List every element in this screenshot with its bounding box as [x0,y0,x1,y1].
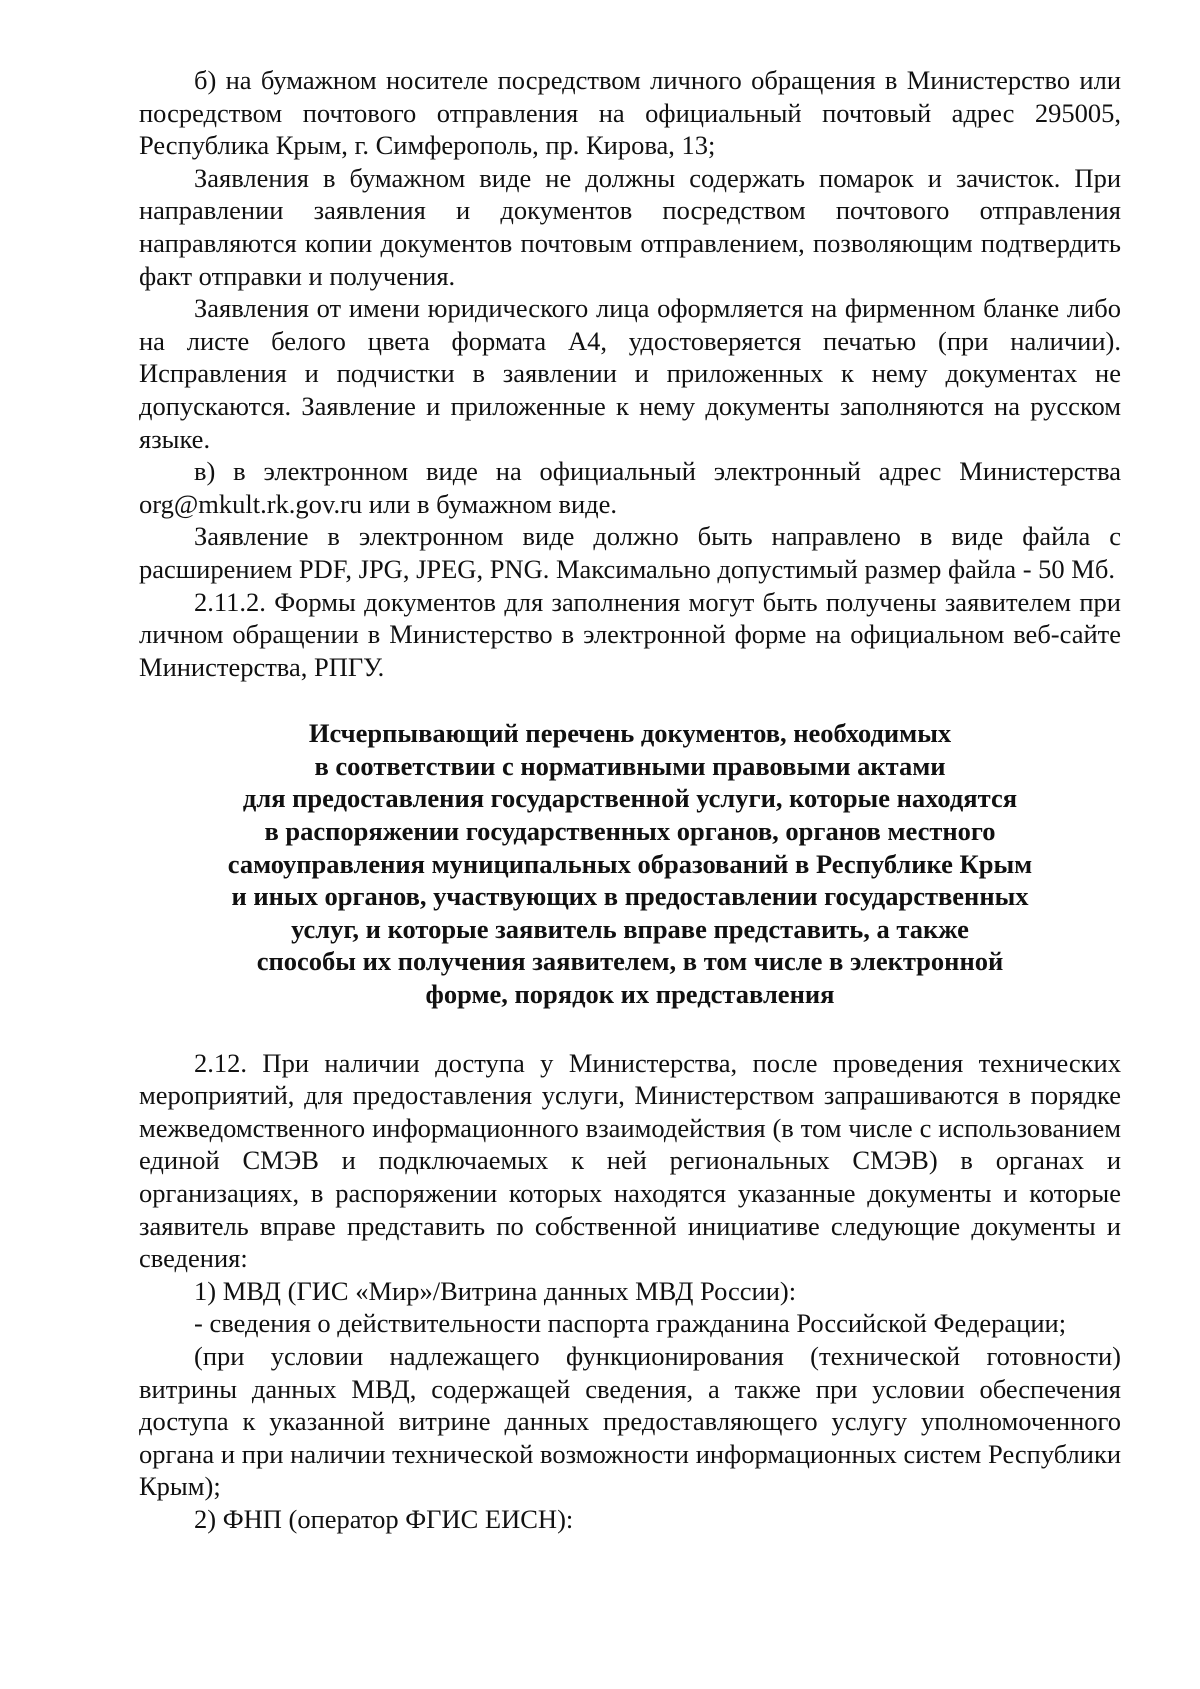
section-heading [139,717,1121,1010]
paragraph-paper-requirements: Заявления в бумажном виде не должны содержать помарок и зачисток. При направлении заявления и документов посредством почтового отправления направляются копии документов почтовым отправлением, позволяющим подтвердить факт отправки и получения. [139,162,1121,291]
list-item-passport-validity: - сведения о действительности паспорта гражданина Российской Федерации; [194,1308,1067,1339]
heading-line: Исчерпывающий перечень документов, необходимых [308,718,952,749]
heading-line: в соответствии с нормативными правовыми актами [314,750,946,781]
paragraph-file-format: Заявление в электронном виде должно быть направлено в виде файла с расширением PDF, JPG, JPEG, PNG. Максимально допустимый размер файла - 50 Мб. [139,521,1121,584]
paragraph-paper-submission: б) на бумажном носителе посредством личного обращения в Министерство или посредством почтового отправления на официальный почтовый адрес 295005, Республика Крым, г. Симферополь, пр. Кирова, 13; [139,65,1121,161]
paragraph-legal-entity: Заявления от имени юридического лица оформляется на фирменном бланке либо на листе белого цвета формата А4, удостоверяется печатью (при наличии). Исправления и подчистки в заявлении и приложенных к нему документах не допускаются. Заявление и приложенные к нему документы заполняются на русском языке. [139,293,1121,454]
paragraph-mvd-condition: (при условии надлежащего функционирования (технической готовности) витрины данных МВД, содержащей сведения, а также при условии обеспечения доступа к указанной витрине данных предоставляющего услугу уполномоченного органа и при наличии технической возможности информационных систем Республики Крым); [139,1340,1121,1502]
heading-line: услуг, и которые заявитель вправе представить, а также [291,913,969,944]
paragraph-2-12: 2.12. При наличии доступа у Министерства, после проведения технических мероприятий, для предоставления услуги, Министерством запрашиваются в порядке межведомственного информационного взаимодействия (в том числе с использованием единой СМЭВ и подключаемых к ней региональных СМЭВ) в органах и организациях, в распоряжении которых находятся указанные документы и которые заявитель вправе представить по собственной инициативе следующие документы и сведения: [139,1047,1121,1274]
heading-line: в распоряжении государственных органов, органов местного [264,816,996,847]
heading-line: способы их получения заявителем, в том числе в электронной [256,946,1004,977]
paragraph-2-11-2: 2.11.2. Формы документов для заполнения могут быть получены заявителем при личном обращении в Министерство в электронной форме на официальном веб-сайте Министерства, РПГУ. [139,586,1121,682]
list-item-mvd: 1) МВД (ГИС «Мир»/Витрина данных МВД России): [194,1275,797,1306]
paragraph-electronic-submission: в) в электронном виде на официальный электронный адрес Министерства org@mkult.rk.gov.ru или в бумажном виде. [139,456,1121,519]
list-item-fnp: 2) ФНП (оператор ФГИС ЕИСН): [194,1503,574,1534]
heading-line: самоуправления муниципальных образований в Республике Крым [227,848,1033,879]
document-page [139,64,1121,1536]
heading-line: для предоставления государственной услуги, которые находятся [242,783,1018,814]
heading-line: форме, порядок их представления [425,979,835,1010]
heading-line: и иных органов, участвующих в предоставлении государственных [231,881,1029,912]
